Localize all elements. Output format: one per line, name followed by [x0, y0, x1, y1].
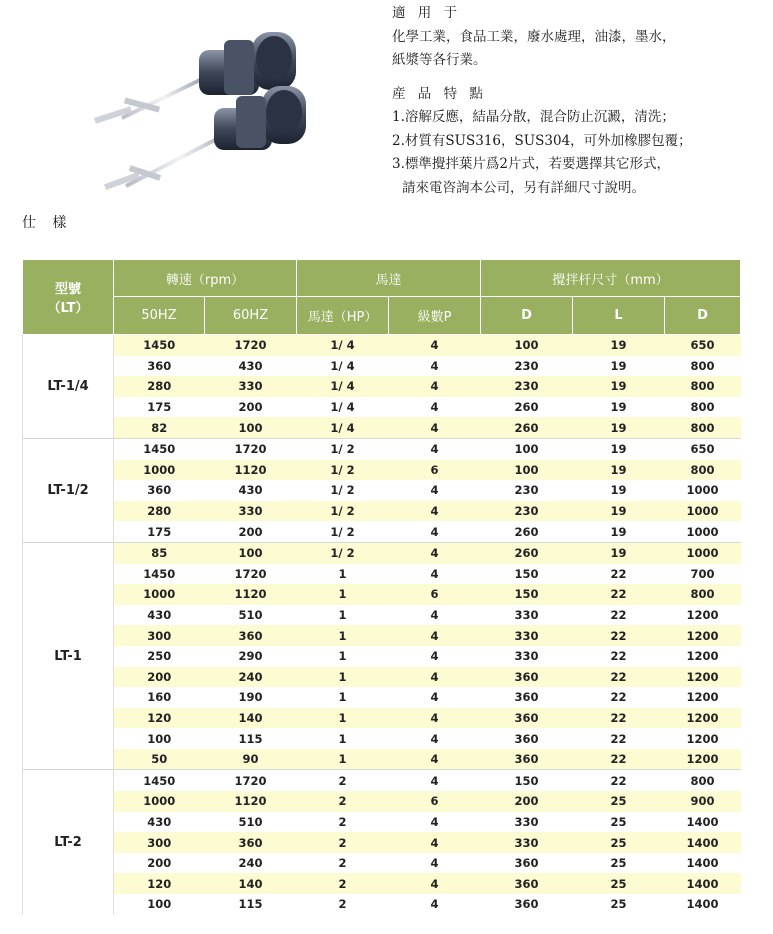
table-row	[23, 894, 741, 915]
table-row	[23, 646, 741, 667]
speed-50hz-cell: 280	[114, 501, 205, 522]
shaft-d-cell: 230	[514, 483, 539, 498]
speed-60hz-cell: 430	[238, 483, 263, 498]
speed-50hz-cell: 1450	[114, 770, 205, 791]
motor-poles-cell: 4	[389, 335, 481, 356]
table-row	[23, 749, 741, 770]
speed-50hz-cell: 50	[114, 749, 205, 770]
shaft-d2-cell: 800	[665, 376, 741, 397]
motor-hp-cell: 1/ 4	[297, 335, 389, 356]
speed-60hz-cell: 430	[238, 358, 263, 373]
feature-item: 3.標準攪拌葉片爲2片式，若要選擇其它形式，	[392, 156, 670, 172]
motor-poles-cell: 4	[430, 608, 439, 623]
table-row	[23, 687, 741, 708]
shaft-d-cell: 150	[514, 566, 539, 581]
shaft-d2-cell: 1200	[665, 667, 741, 688]
shaft-l-cell: 25	[573, 873, 665, 894]
speed-60hz-cell: 240	[238, 856, 263, 871]
motor-hp-cell: 1/ 2	[297, 460, 389, 481]
speed-60hz-cell: 1720	[205, 770, 297, 791]
shaft-d-cell: 230	[514, 358, 539, 373]
speed-50hz-cell: 100	[147, 897, 172, 912]
model-cell: LT-1	[23, 542, 114, 770]
table-row	[23, 397, 741, 418]
shaft-l-cell: 19	[573, 335, 665, 356]
shaft-header: 攪拌杆尺寸（mm）	[481, 260, 741, 297]
shaft-d-cell: 100	[481, 438, 573, 459]
motor-hp-cell: 1	[297, 667, 389, 688]
speed-60hz-cell: 1720	[234, 566, 267, 581]
shaft-d2-cell: 800	[665, 584, 741, 605]
shaft-l-cell: 22	[573, 708, 665, 729]
shaft-d-cell: 230	[481, 501, 573, 522]
speed-60hz-cell: 510	[238, 814, 263, 829]
shaft-l-cell: 22	[573, 584, 665, 605]
description-block	[392, 2, 767, 200]
shaft-d-cell: 330	[514, 814, 539, 829]
table-row	[23, 728, 741, 749]
speed-header: 轉速（rpm）	[114, 260, 297, 297]
motor-hp-cell: 2	[338, 814, 347, 829]
shaft-d2-cell: 1400	[665, 873, 741, 894]
motor-hp-cell: 2	[297, 791, 389, 812]
shaft-l-cell: 22	[573, 625, 665, 646]
speed-60hz-header: 60HZ	[205, 297, 297, 335]
product-photo	[74, 0, 314, 205]
speed-50hz-cell: 100	[147, 731, 172, 746]
model-header	[23, 260, 114, 335]
table-row	[23, 376, 741, 397]
table-row	[23, 335, 741, 356]
motor-hp-cell: 1/ 2	[330, 524, 355, 539]
motor-poles-cell: 4	[389, 501, 481, 522]
speed-60hz-cell: 1120	[205, 791, 297, 812]
speed-60hz-cell: 100	[205, 542, 297, 563]
motor-hp-cell: 1/ 4	[330, 400, 355, 415]
speed-60hz-cell: 1720	[205, 335, 297, 356]
speed-50hz-cell: 200	[114, 667, 205, 688]
shaft-l-cell: 22	[610, 649, 627, 664]
shaft-d2-cell: 1200	[686, 649, 719, 664]
shaft-d-cell: 360	[514, 731, 539, 746]
shaft-d2-cell: 1400	[686, 814, 719, 829]
motor-poles-cell: 6	[389, 584, 481, 605]
table-row	[23, 584, 741, 605]
table-row	[23, 417, 741, 438]
motor-hp-cell: 2	[297, 832, 389, 853]
motor-hp-cell: 1/ 2	[297, 438, 389, 459]
table-row	[23, 770, 741, 791]
speed-60hz-cell: 115	[238, 897, 263, 912]
shaft-d2-cell: 650	[665, 335, 741, 356]
speed-50hz-cell: 1450	[143, 566, 176, 581]
shaft-d-cell: 260	[514, 400, 539, 415]
spec-table	[22, 259, 741, 915]
speed-50hz-cell: 250	[147, 649, 172, 664]
motor-hp-cell: 1	[297, 625, 389, 646]
motor-poles-cell: 4	[389, 873, 481, 894]
motor-hp-cell: 1	[338, 649, 347, 664]
shaft-d2-cell: 800	[665, 460, 741, 481]
motor-poles-cell: 4	[430, 400, 439, 415]
motor-hp-cell: 1	[338, 608, 347, 623]
shaft-l-cell: 19	[573, 460, 665, 481]
model-header-unit: （LT）	[47, 301, 89, 316]
motor-hp-cell: 2	[297, 770, 389, 791]
motor-poles-cell: 4	[389, 438, 481, 459]
motor-poles-cell: 4	[389, 708, 481, 729]
motor-hp-cell: 1/ 2	[297, 501, 389, 522]
feature-item: 2.材質有SUS316，SUS304，可外加橡膠包覆；	[392, 132, 692, 149]
speed-50hz-cell: 85	[114, 542, 205, 563]
shaft-l-cell: 19	[610, 524, 627, 539]
speed-60hz-cell: 140	[205, 873, 297, 894]
motor-hp-cell: 1	[297, 708, 389, 729]
motor-hp-cell: 1/ 2	[330, 483, 355, 498]
shaft-l-cell: 22	[610, 566, 627, 581]
motor-hp-cell: 1/ 2	[297, 542, 389, 563]
shaft-d-cell: 100	[481, 460, 573, 481]
speed-60hz-cell: 360	[205, 832, 297, 853]
shaft-l-cell: 19	[573, 438, 665, 459]
shaft-d-cell: 260	[481, 542, 573, 563]
table-row	[23, 542, 741, 563]
speed-50hz-cell: 82	[114, 417, 205, 438]
speed-50hz-cell: 1000	[114, 791, 205, 812]
motor-poles-cell: 4	[389, 667, 481, 688]
speed-50hz-cell: 430	[147, 814, 172, 829]
speed-60hz-cell: 330	[205, 376, 297, 397]
motor-hp-cell: 1	[338, 731, 347, 746]
speed-60hz-cell: 90	[205, 749, 297, 770]
speed-60hz-cell: 200	[238, 400, 263, 415]
shaft-d-cell: 330	[481, 832, 573, 853]
speed-50hz-header: 50HZ	[114, 297, 205, 335]
motor-hp-cell: 1/ 4	[297, 417, 389, 438]
shaft-d-header: D	[481, 297, 573, 335]
model-cell: LT-1/2	[23, 438, 114, 542]
shaft-d-cell: 260	[481, 417, 573, 438]
motor-poles-cell: 4	[389, 417, 481, 438]
speed-60hz-cell: 330	[205, 501, 297, 522]
motor-poles-cell: 4	[389, 376, 481, 397]
table-row	[23, 521, 741, 542]
shaft-l-cell: 25	[573, 791, 665, 812]
speed-50hz-cell: 280	[114, 376, 205, 397]
motor-poles-cell: 4	[430, 566, 439, 581]
shaft-d-cell: 230	[481, 376, 573, 397]
speed-60hz-cell: 115	[238, 731, 263, 746]
table-row	[23, 460, 741, 481]
shaft-d2-cell: 1400	[686, 897, 719, 912]
motor-hp-cell: 2	[338, 856, 347, 871]
motor-hp-header: 馬達（HP）	[297, 297, 389, 335]
shaft-d2-cell: 700	[690, 566, 715, 581]
applicable-title: 適 用 于	[392, 5, 462, 21]
speed-60hz-cell: 360	[205, 625, 297, 646]
shaft-d-cell: 150	[481, 584, 573, 605]
shaft-d-cell: 200	[481, 791, 573, 812]
motor-hp-cell: 1	[297, 749, 389, 770]
speed-50hz-cell: 430	[147, 608, 172, 623]
shaft-d-cell: 330	[514, 649, 539, 664]
motor-poles-cell: 4	[430, 649, 439, 664]
table-row	[23, 832, 741, 853]
shaft-d-cell: 100	[481, 335, 573, 356]
shaft-l-cell: 19	[573, 417, 665, 438]
speed-50hz-cell: 1450	[114, 438, 205, 459]
shaft-l-cell: 19	[610, 400, 627, 415]
speed-50hz-cell: 175	[147, 524, 172, 539]
shaft-l-cell: 22	[573, 770, 665, 791]
speed-60hz-cell: 510	[238, 608, 263, 623]
features-title: 産 品 特 點	[392, 85, 487, 102]
shaft-d2-cell: 800	[690, 358, 715, 373]
shaft-l-cell: 25	[610, 814, 627, 829]
shaft-l-cell: 25	[573, 832, 665, 853]
speed-50hz-cell: 360	[147, 358, 172, 373]
motor-hp-cell: 1	[338, 566, 347, 581]
motor-poles-cell: 4	[389, 625, 481, 646]
feature-item: 請來電咨詢本公司，另有詳細尺寸說明。	[402, 179, 645, 196]
speed-50hz-cell: 300	[114, 832, 205, 853]
table-row	[23, 501, 741, 522]
speed-60hz-cell: 200	[238, 524, 263, 539]
shaft-d2-cell: 800	[690, 400, 715, 415]
shaft-d2-cell: 1000	[665, 501, 741, 522]
shaft-l-cell: 19	[573, 376, 665, 397]
shaft-d2-cell: 1200	[686, 608, 719, 623]
shaft-d-cell: 360	[481, 749, 573, 770]
table-row	[23, 625, 741, 646]
shaft-d2-cell: 650	[665, 438, 741, 459]
shaft-d-cell: 150	[481, 770, 573, 791]
shaft-d2-cell: 1200	[686, 731, 719, 746]
speed-60hz-cell: 100	[205, 417, 297, 438]
shaft-d2-cell: 1200	[686, 690, 719, 705]
applicable-line: 紙漿等各行業。	[392, 52, 487, 68]
speed-50hz-cell: 200	[147, 856, 172, 871]
motor-poles-cell: 4	[389, 749, 481, 770]
motor-hp-cell: 2	[297, 873, 389, 894]
shaft-d-cell: 260	[514, 524, 539, 539]
shaft-l-cell: 19	[610, 483, 627, 498]
speed-60hz-cell: 190	[238, 690, 263, 705]
speed-50hz-cell: 1000	[114, 460, 205, 481]
speed-60hz-cell: 290	[238, 649, 263, 664]
shaft-l-header: L	[573, 297, 665, 335]
speed-60hz-cell: 240	[205, 667, 297, 688]
table-row	[23, 480, 741, 501]
motor-hp-cell: 1	[338, 690, 347, 705]
shaft-d-cell: 360	[481, 667, 573, 688]
shaft-l-cell: 22	[610, 731, 627, 746]
motor-poles-cell: 4	[430, 690, 439, 705]
motor-poles-cell: 6	[389, 460, 481, 481]
motor-hp-cell: 2	[338, 897, 347, 912]
speed-60hz-cell: 1120	[205, 460, 297, 481]
shaft-d2-cell: 1400	[665, 832, 741, 853]
motor-poles-header: 級數P	[389, 297, 481, 335]
motor-poles-cell: 4	[389, 770, 481, 791]
motor-poles-cell: 4	[389, 542, 481, 563]
shaft-d-cell: 360	[514, 856, 539, 871]
motor-hp-cell: 1	[297, 584, 389, 605]
speed-50hz-cell: 300	[114, 625, 205, 646]
speed-60hz-cell: 1720	[205, 438, 297, 459]
shaft-d2-cell: 800	[665, 417, 741, 438]
speed-60hz-cell: 140	[205, 708, 297, 729]
speed-50hz-cell: 360	[147, 483, 172, 498]
shaft-d2-cell: 1200	[665, 749, 741, 770]
motor-header: 馬達	[297, 260, 481, 297]
shaft-d2-cell: 1400	[686, 856, 719, 871]
spec-table-body	[23, 335, 741, 915]
speed-50hz-cell: 120	[114, 873, 205, 894]
shaft-d-cell: 330	[481, 625, 573, 646]
shaft-d2-cell: 1000	[686, 483, 719, 498]
shaft-l-cell: 25	[610, 856, 627, 871]
shaft-l-cell: 19	[610, 358, 627, 373]
table-row	[23, 564, 741, 585]
shaft-d2-cell: 1200	[665, 708, 741, 729]
shaft-d2-cell: 1000	[686, 524, 719, 539]
shaft-d2-cell: 1200	[665, 625, 741, 646]
motor-poles-cell: 4	[389, 832, 481, 853]
applicable-line: 化學工業，食品工業，廢水處理，油漆，墨水，	[392, 28, 676, 45]
motor-poles-cell: 4	[430, 731, 439, 746]
shaft-l-cell: 22	[573, 749, 665, 770]
motor-poles-cell: 4	[430, 524, 439, 539]
table-row	[23, 812, 741, 833]
speed-60hz-cell: 1120	[205, 584, 297, 605]
table-row	[23, 605, 741, 626]
motor-poles-cell: 4	[430, 358, 439, 373]
shaft-d-cell: 360	[481, 873, 573, 894]
shaft-d2-cell: 800	[665, 770, 741, 791]
shaft-d-cell: 330	[514, 608, 539, 623]
table-row	[23, 853, 741, 874]
model-cell: LT-2	[23, 770, 114, 915]
model-header-label: 型號	[54, 282, 81, 297]
feature-item: 1.溶解反應，結晶分散，混合防止沉澱，清洗；	[392, 109, 675, 125]
speed-50hz-cell: 120	[114, 708, 205, 729]
motor-poles-cell: 4	[430, 856, 439, 871]
shaft-d-cell: 360	[514, 897, 539, 912]
table-row	[23, 873, 741, 894]
shaft-d2-header: D	[665, 297, 741, 335]
motor-poles-cell: 4	[430, 897, 439, 912]
motor-poles-cell: 6	[389, 791, 481, 812]
motor-poles-cell: 4	[430, 483, 439, 498]
motor-hp-cell: 1/ 4	[297, 376, 389, 397]
table-row	[23, 791, 741, 812]
table-row	[23, 708, 741, 729]
shaft-d2-cell: 1000	[665, 542, 741, 563]
shaft-l-cell: 22	[610, 690, 627, 705]
motor-hp-cell: 1/ 4	[330, 358, 355, 373]
speed-50hz-cell: 1450	[114, 335, 205, 356]
speed-50hz-cell: 175	[147, 400, 172, 415]
table-row	[23, 438, 741, 459]
model-cell: LT-1/4	[23, 335, 114, 439]
speed-50hz-cell: 1000	[114, 584, 205, 605]
shaft-d2-cell: 900	[665, 791, 741, 812]
shaft-d-cell: 360	[481, 708, 573, 729]
table-row	[23, 356, 741, 377]
motor-poles-cell: 4	[430, 814, 439, 829]
shaft-l-cell: 22	[573, 667, 665, 688]
shaft-l-cell: 25	[610, 897, 627, 912]
shaft-l-cell: 19	[573, 501, 665, 522]
shaft-l-cell: 19	[573, 542, 665, 563]
shaft-d-cell: 360	[514, 690, 539, 705]
table-row	[23, 667, 741, 688]
shaft-l-cell: 22	[610, 608, 627, 623]
speed-50hz-cell: 160	[147, 690, 172, 705]
spec-label: 仕 樣	[22, 215, 73, 231]
